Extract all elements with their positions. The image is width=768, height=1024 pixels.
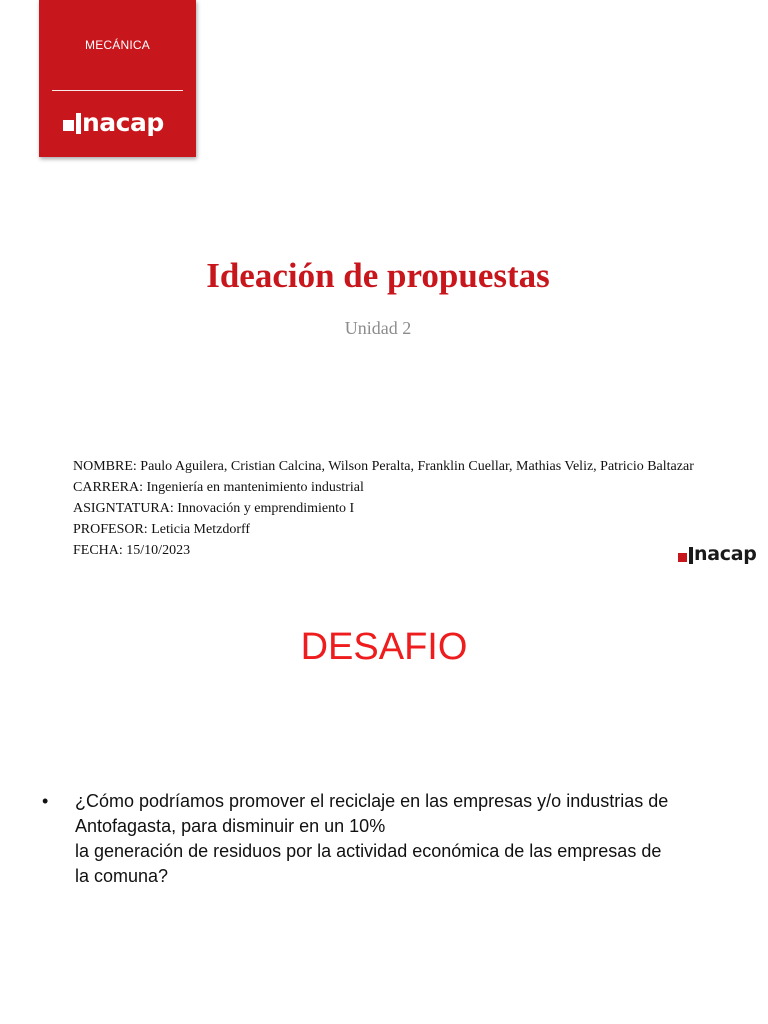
question-text (75, 789, 668, 889)
career-label: MECÁNICA (85, 38, 150, 52)
logo-text: nacap (82, 108, 164, 137)
question-line: ¿Cómo podríamos promover el reciclaje en las empresas y/o industrias de (75, 791, 669, 811)
inacap-logo-white (63, 110, 164, 135)
info-date: FECHA: 15/10/2023 (73, 543, 191, 558)
question-line: Antofagasta, para disminuir en un 10% (75, 816, 386, 836)
inacap-logo-small (678, 545, 757, 564)
logo-square-icon (678, 553, 687, 562)
logo-bar-icon (76, 113, 81, 134)
info-career: CARRERA: Ingeniería en mantenimiento industrial (73, 480, 364, 495)
question-line: la generación de residuos por la actividad económica de las empresas de (75, 841, 662, 861)
page-subtitle: Unidad 2 (344, 318, 412, 338)
logo-text: nacap (694, 543, 757, 565)
challenge-question (42, 789, 732, 889)
info-professor: PROFESOR: Leticia Metzdorff (73, 522, 251, 537)
logo-square-icon (63, 120, 74, 131)
question-line: la comuna? (75, 866, 169, 886)
badge-divider (52, 90, 183, 91)
bullet-icon: • (42, 791, 49, 811)
info-subject: ASIGNTATURA: Innovación y emprendimiento I (73, 501, 355, 516)
challenge-heading: DESAFIO (300, 626, 468, 668)
student-info (73, 456, 694, 561)
logo-bar-icon (689, 547, 693, 564)
info-name: NOMBRE: Paulo Aguilera, Cristian Calcina, Wilson Peralta, Franklin Cuellar, Mathias Veliz, Patricio Baltazar (73, 459, 694, 474)
career-badge (39, 0, 196, 157)
page-title: Ideación de propuestas (206, 256, 550, 295)
